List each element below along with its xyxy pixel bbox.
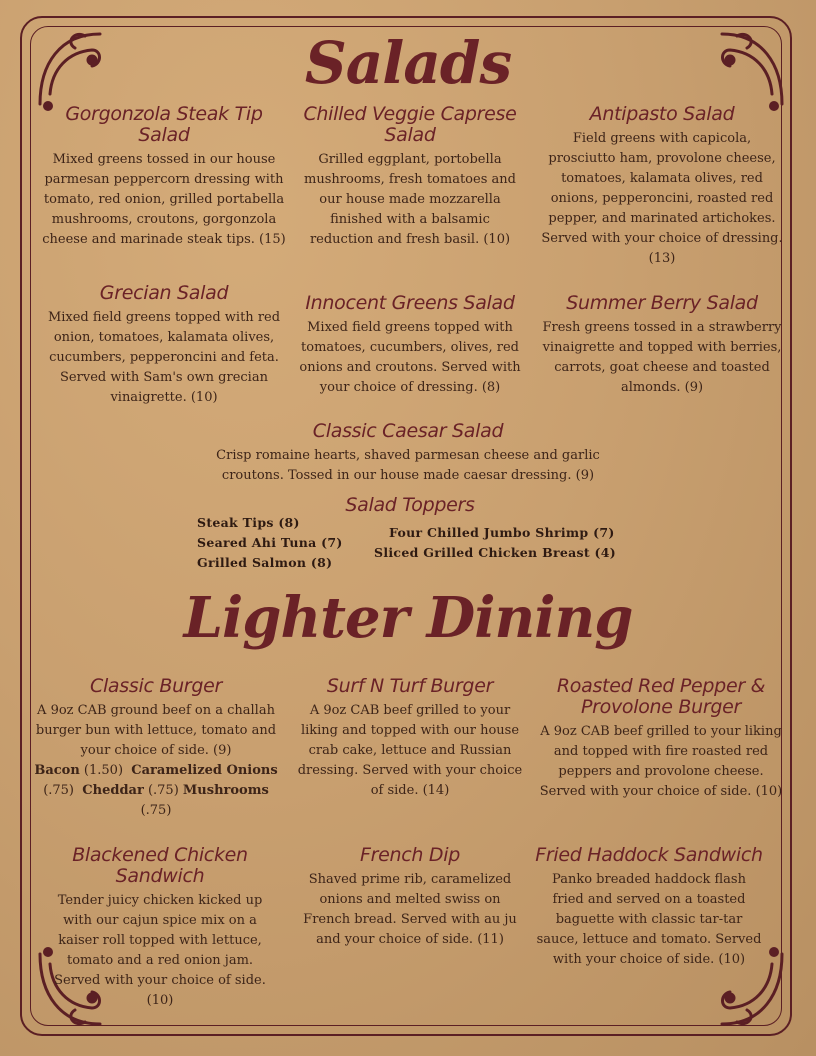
topper-item: Seared Ahi Tuna (7) [197, 535, 343, 550]
item-description: Grilled eggplant, portobella mushrooms, fresh tomatoes and our house made mozzarella finished with a balsamic reduction and fresh basil. (10) [304, 152, 516, 247]
item-description: Mixed field greens topped with red onion, tomatoes, kalamata olives, cucumbers, pepperoncini and feta. Served with Sam's own grecian vinaigrette. (10) [47, 310, 281, 405]
item-name: Antipasto Salad [589, 103, 735, 125]
item-name: Classic Burger [89, 675, 222, 697]
menu-item [536, 676, 786, 802]
item-description: A 9oz CAB beef grilled to your liking and topped with fire roasted red peppers and provolone cheese. Served with your choice of side. (10) [539, 724, 783, 799]
item-name: French Dip [360, 844, 460, 866]
menu-item [540, 293, 784, 398]
item-description: Shaved prime rib, caramelized onions and melted swiss on French bread. Served with au ju and your choice of side. (11) [303, 872, 517, 947]
menu-item [296, 293, 524, 398]
menu-item [206, 421, 610, 486]
item-name: Blackened Chicken Sandwich [72, 844, 248, 887]
toppers-title: Salad Toppers [345, 494, 475, 516]
menu-item [296, 845, 524, 950]
menu-item [536, 845, 762, 970]
extra-label: Bacon [34, 763, 80, 778]
item-name: Gorgonzola Steak Tip Salad [65, 103, 263, 146]
item-description [32, 701, 280, 821]
menu-item [300, 104, 520, 250]
item-name: Chilled Veggie Caprese Salad [303, 103, 517, 146]
item-name: Grecian Salad [99, 282, 229, 304]
extra-label: Mushrooms [182, 783, 269, 798]
lighter-dining-heading: Lighter Dining [183, 585, 633, 651]
menu-item [294, 676, 526, 801]
topper-item: Sliced Grilled Chicken Breast (4) [374, 545, 616, 560]
extra-price: (.75) [147, 783, 179, 798]
item-name: Roasted Red Pepper & Provolone Burger [556, 675, 766, 718]
item-description: Field greens with capicola, prosciutto ham, provolone cheese, tomatoes, kalamata olives, red onions, pepperoncini, roasted red pepper, and marinated artichokes. Served with your choice of dressing. (13) [541, 131, 783, 266]
item-description: Mixed greens tossed in our house parmesan peppercorn dressing with tomato, red onion, grilled portabella mushrooms, croutons, gorgonzola cheese and marinade steak tips. (15) [42, 152, 286, 247]
menu-item [32, 676, 280, 821]
extra-price: (.75) [140, 803, 172, 818]
item-name: Summer Berry Salad [566, 292, 758, 314]
extra-label: Cheddar [82, 783, 144, 798]
item-description: Fresh greens tossed in a strawberry vinaigrette and topped with berries, carrots, goat cheese and toasted almonds. (9) [542, 320, 782, 395]
menu-item [42, 845, 278, 1011]
extra-price: (.75) [43, 783, 75, 798]
topper-item: Grilled Salmon (8) [197, 555, 333, 570]
extra-label: Caramelized Onions [131, 763, 278, 778]
salads-heading: Salads [304, 29, 512, 97]
topper-item: Four Chilled Jumbo Shrimp (7) [389, 525, 615, 540]
item-description: Crisp romaine hearts, shaved parmesan cheese and garlic croutons. Tossed in our house made caesar dressing. (9) [216, 448, 600, 483]
extra-price: (1.50) [83, 763, 124, 778]
topper-item: Steak Tips (8) [197, 515, 300, 530]
menu-item [42, 283, 286, 408]
menu-item [42, 104, 286, 250]
item-description-text: A 9oz CAB ground beef on a challah burger bun with lettuce, tomato and your choice of side. (9) [35, 703, 277, 758]
item-description: Panko breaded haddock flash fried and served on a toasted baguette with classic tar-tar sauce, lettuce and tomato. Served with your choice of side. (10) [536, 872, 762, 967]
item-name: Innocent Greens Salad [305, 292, 515, 314]
item-description: Tender juicy chicken kicked up with our cajun spice mix on a kaiser roll topped with lettuce, tomato and a red onion jam. Served with your choice of side. (10) [54, 893, 266, 1008]
item-description: Mixed field greens topped with tomatoes, cucumbers, olives, red onions and croutons. Served with your choice of dressing. (8) [299, 320, 521, 395]
item-description: A 9oz CAB beef grilled to your liking and topped with our house crab cake, lettuce and Russian dressing. Served with your choice of side. (14) [297, 703, 523, 798]
salad-toppers-heading [300, 495, 520, 516]
item-name: Surf N Turf Burger [326, 675, 494, 697]
menu-item [540, 104, 784, 269]
item-name: Fried Haddock Sandwich [535, 844, 763, 866]
item-name: Classic Caesar Salad [312, 420, 504, 442]
